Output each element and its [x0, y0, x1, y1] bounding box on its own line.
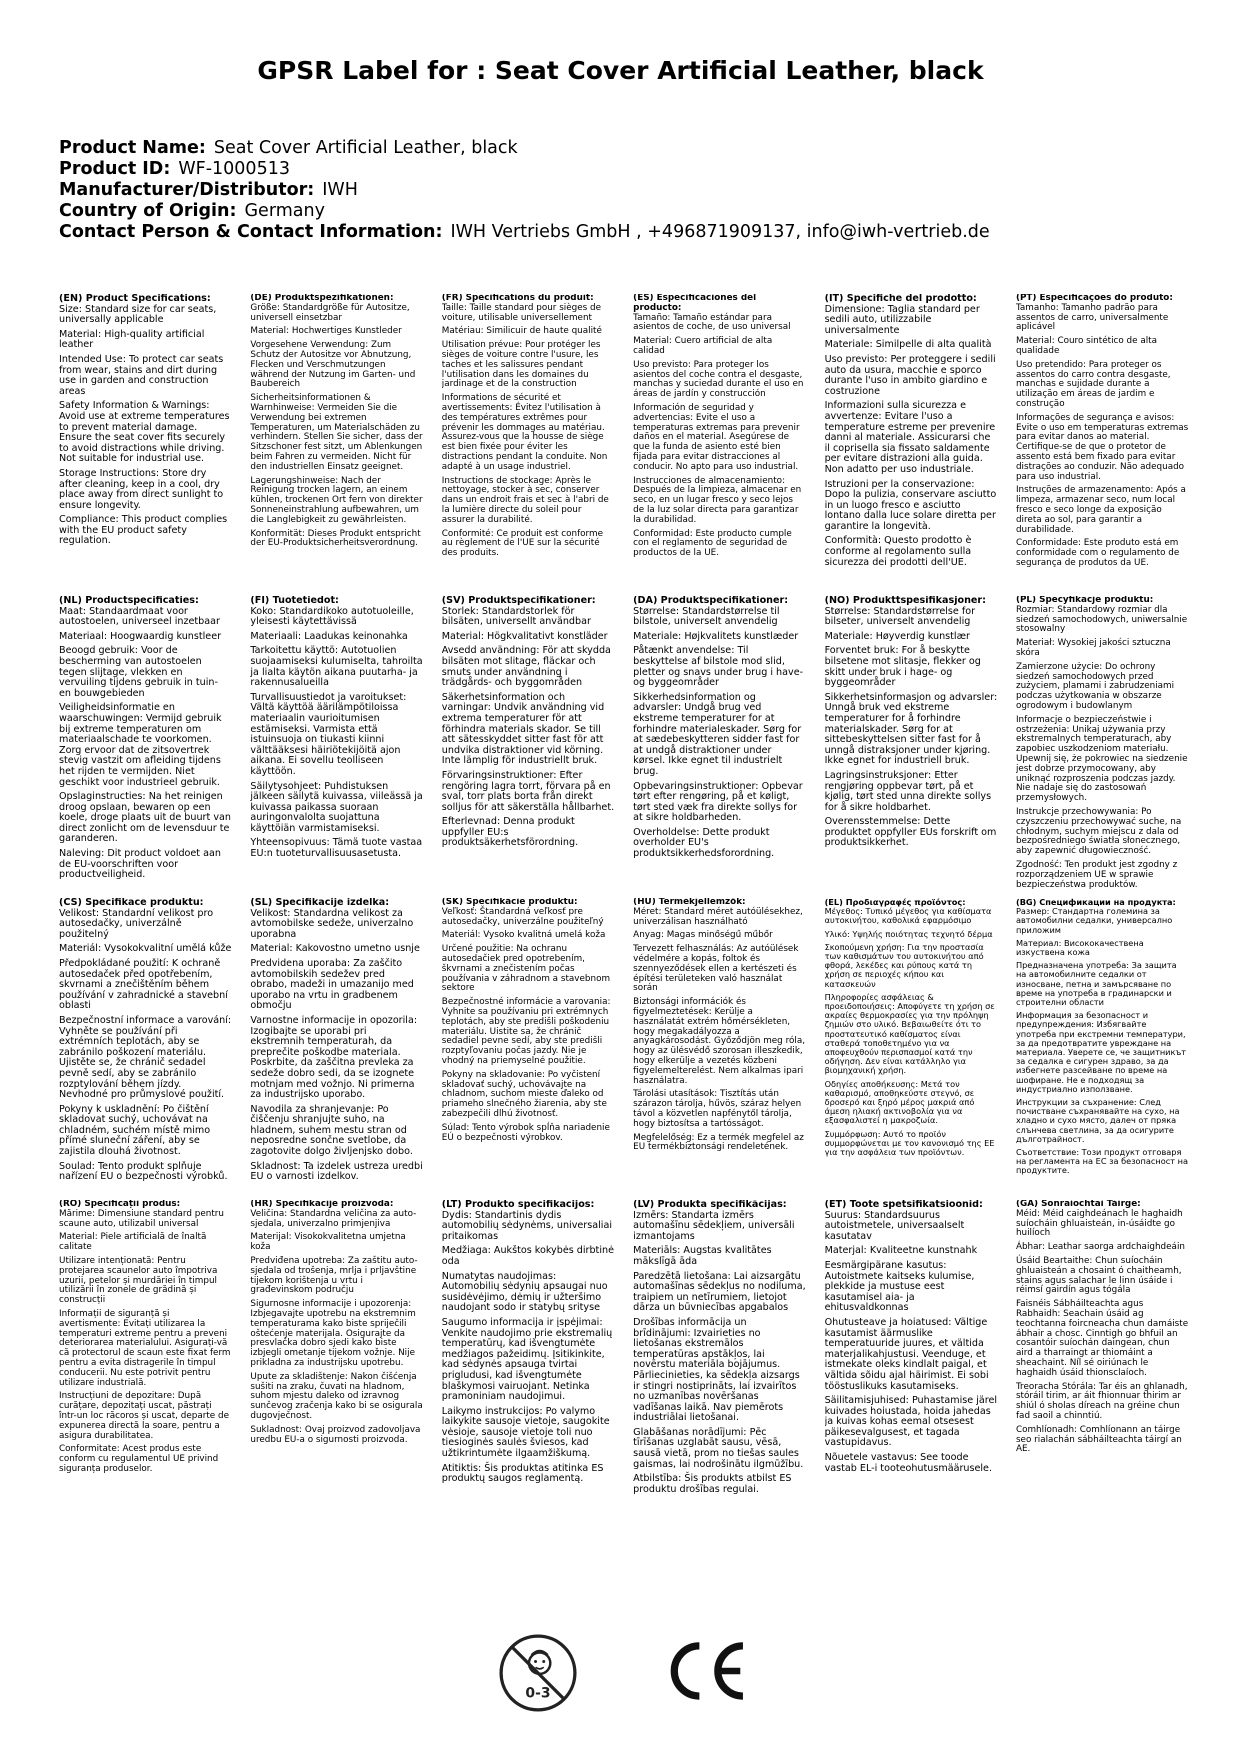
spec-paragraph: Velikost: Standardna velikost za avtomobilske sedeže, univerzalno uporabna [250, 907, 414, 940]
spec-paragraph: Informații de siguranță și avertismente: Evitați utilizarea la temperaturi extreme pentru a preveni deteriorarea materialului. Asigurați-vă că protectorul de scaun este fixat ferm pentru a evita distragerile în timpul conducerii. Nu este potrivit pentru utilizare industrială. [59, 1308, 231, 1388]
spec-paragraph: Conformité: Ce produit est conforme au règlement de l'UE sur la sécurité des produits. [441, 528, 604, 559]
spec-paragraph: Maat: Standaardmaat voor autostoelen, universeel inzetbaar [59, 605, 220, 628]
spec-paragraph: Lagringsinstruksjoner: Etter rengjøring oppbevar tørt, på et kjølig, tørt sted unna direkte sollys for å sikre holdbarhet. [824, 769, 992, 813]
lang-heading: (ET) Toote spetsifikatsioonid: [824, 1200, 983, 1210]
spec-paragraph: Påtænkt anvendelse: Til beskyttelse af bilstole mod slid, pletter og snavs under brug i have- og byggeområder [633, 645, 804, 689]
lang-heading: (SK) Špecifikácie produktu: [441, 898, 578, 907]
lang-block-no [825, 596, 998, 898]
spec-paragraph: Taille: Taille standard pour sièges de voiture, utilisable universellement [441, 302, 602, 323]
spec-paragraph: Información de seguridad y advertencias: Evite el uso a temperaturas extremas para prevenir daños en el material. Asegúrese de que la funda de asiento esté bien fijada para evitar distracciones al conducir. No apto para uso industrial. [633, 402, 800, 472]
spec-paragraph: Ohutusteave ja hoiatused: Vältige kasutamist äärmuslike temperatuuride juures, et vältida materjalikahjustusi. Veenduge, et istmekate oleks kindlalt paigal, et vältida sõidu ajal häirimist. Ei sobi tööstuslikuks kasutamiseks. [824, 1316, 989, 1392]
lang-block-lt [442, 1200, 615, 1502]
lang-heading: (SV) Produktspecifikationer: [441, 596, 596, 606]
spec-paragraph: Opbevaringsinstruktioner: Opbevar tørt efter rengøring, på et køligt, tørt sted væk fra direkte sollys for at sikre holdbarheden. [633, 780, 803, 824]
spec-paragraph: Instrucciones de almacenamiento: Después de la limpieza, almacenar en seco, en un lugar fresco y seco lejos de la luz solar directa para garantizar la durabilidad. [633, 475, 802, 525]
spec-paragraph: Sukladnost: Ovaj proizvod zadovoljava uredbu EU-a o sigurnosti proizvoda. [250, 1424, 421, 1445]
spec-paragraph: Izmērs: Standarta izmērs automašīnu sēdekļiem, universāli izmantojams [633, 1209, 795, 1242]
spec-paragraph: Material: Couro sintético de alta qualidade [1015, 336, 1157, 356]
spec-paragraph: Varnostne informacije in opozorila: Izogibajte se uporabi pri ekstremnih temperaturah, da preprečite poškodbe materiala. Poskrbite, da zaščitna prevleka za sedeže dobro sedi, da se izognete motnjam med vožnjo. Ni primerna za industrijsko uporabo. [250, 1014, 418, 1101]
spec-paragraph: Instructions de stockage: Après le nettoyage, stocker à sec, conserver dans un endroit frais et sec à l'abri de la lumière directe du soleil pour assurer la durabilité. [441, 475, 609, 525]
spec-paragraph: Efterlevnad: Denna produkt uppfyller EU:s produktsäkerhetsförordning. [441, 816, 579, 849]
lang-heading: (DA) Produktspecifikationer: [633, 596, 789, 606]
ce-mark-icon [661, 1638, 747, 1704]
spec-paragraph: Conformità: Questo prodotto è conforme al regolamento sulla sicurezza dei prodotti dell'UE. [824, 535, 972, 568]
lang-block-el [825, 898, 998, 1200]
info-label: Product Name: [59, 138, 206, 158]
spec-paragraph: Turvallisuustiedot ja varoitukset: Vältä käyttöä äärilämpötiloissa materiaalin vaurioitumisen estämiseksi. Varmista että istuinsuoja on tiukasti kiinni välttääksesi häiriötekijöitä ajon aikana. Ei sovellu teolliseen käyttöön. [250, 691, 407, 777]
page-title: GPSR Label for : Seat Cover Artificial Leather, black [257, 56, 984, 85]
spec-paragraph: Pokyny k uskladnění: Po čištění skladovat suchý, uchovávat na chladném, suchém místě mimo přímé sluneční záření, aby se zajistila dlouhá životnost. [59, 1103, 211, 1158]
spec-paragraph: Drošības informācija un brīdinājumi: Izvairieties no lietošanas ekstremālos temperatūras apstākļos, lai novērstu materiāla bojājumus. Pārliecinieties, ka sēdekļa aizsargs ir stingri nostiprināts, lai izvairītos no uzmanības novēršanas vadīšanas laikā. Nav piemērots industriālai lietošanai. [633, 1316, 800, 1424]
info-product-id [59, 159, 990, 180]
spec-paragraph: Předpokládané použití: K ochraně autosedaček před opotřebením, skvrnami a znečištěním během používání v zahradnické a stavební oblasti [59, 957, 228, 1012]
lang-block-da [633, 596, 806, 898]
spec-paragraph: Atitiktis: Šis produktas atitinka ES produktų saugos reglamentą. [441, 1462, 604, 1485]
spec-paragraph: Veľkosť: Štandardná veľkosť pre autosedačky, univerzálne použiteľný [441, 906, 604, 927]
spec-paragraph: Tamanho: Tamanho padrão para assentos de carro, universalmente aplicável [1015, 302, 1169, 333]
spec-paragraph: Storlek: Standardstorlek för bilsäten, universellt användbar [441, 605, 591, 628]
spec-paragraph: Glabāšanas norādījumi: Pēc tīrīšanas uzglabāt sausu, vēsā, sausā vietā, prom no tiešas saules gaismas, lai nodrošinātu ilgmūžību. [633, 1426, 804, 1470]
spec-paragraph: Materjal: Kvaliteetne kunstnahk [824, 1245, 978, 1257]
spec-paragraph: Säilytysohjeet: Puhdistuksen jälkeen säilytä kuivassa, viileässä ja kuivassa paikassa suoraan auringonvalolta suojattuna käyttöiän varmistamiseksi. [250, 780, 423, 834]
spec-paragraph: Tamaño: Tamaño estándar para asientos de coche, de uso universal [633, 312, 791, 333]
spec-paragraph: Materiale: Højkvalitets kunstlæder [633, 630, 799, 642]
spec-paragraph: Ábhar: Leathar saorga ardchaighdeáin [1015, 1242, 1185, 1253]
info-value: Seat Cover Artificial Leather, black [213, 138, 518, 158]
spec-paragraph: Safety Information & Warnings: Avoid use at extreme temperatures to prevent material damage. Ensure the seat cover fits securely to avoid distractions while driving. Not suitable for industrial use. [59, 400, 230, 465]
spec-paragraph: Mărime: Dimensiune standard pentru scaune auto, utilizabil universal [59, 1208, 224, 1229]
spec-paragraph: Yhteensopivuus: Tämä tuote vastaa EU:n tuoteturvallisuusasetusta. [250, 837, 423, 860]
lang-heading: (HR) Specifikacije proizvoda: [250, 1200, 394, 1209]
spec-paragraph: Materiāls: Augstas kvalitātes mākslīgā āda [633, 1245, 772, 1267]
spec-paragraph: Sikkerhedsinformation og advarsler: Undgå brug ved ekstreme temperaturer for at forhindre materialeskader. Sørg for at sædebeskytteren sidder fast for at undgå distraktioner under kørsel. Ikke egnet til industrielt brug. [633, 691, 802, 777]
lang-heading: (DE) Produktspezifikationen: [250, 294, 394, 303]
spec-paragraph: Size: Standard size for car seats, universally applicable [59, 303, 217, 326]
lang-block-pt [1016, 294, 1189, 596]
not-for-children-0-3-icon [497, 1632, 579, 1714]
compliance-icons [0, 1632, 1241, 1732]
spec-paragraph: Compliance: This product complies with the EU product safety regulation. [59, 514, 228, 547]
spec-paragraph: Sigurnosne informacije i upozorenja: Izbjegavajte upotrebu na ekstremnim temperaturama kako biste spriječili oštećenje materijala. Osigurajte da presvlačka dobro sjedi kako biste izbjegli ometanje tijekom vožnje. Nije prikladna za industrijsku upotrebu. [250, 1299, 416, 1368]
lang-block-et [825, 1200, 998, 1502]
spec-paragraph: Material: Piele artificială de înaltă calitate [59, 1232, 207, 1253]
lang-block-sv [442, 596, 615, 898]
spec-paragraph: Beoogd gebruik: Voor de bescherming van autostoelen tegen slijtage, vlekken en vervuiling tijdens gebruik in tuin- en bouwgebieden [59, 645, 218, 699]
info-label: Manufacturer/Distributor: [59, 180, 315, 200]
spec-paragraph: Upute za skladištenje: Nakon čišćenja sušiti na zraku, čuvati na hladnom, suhom mjestu daleko od izravnog sunčevog zračenja kako bi se osigurala dugovječnost. [250, 1371, 423, 1421]
spec-paragraph: Bezpečnostní informace a varování: Vyhněte se používání při extrémních teplotách, aby se zabránilo poškození materiálu. Ujistěte se, že chránič sedadel pevně sedí, aby se zabránilo rozptylování během jízdy. Nevhodné pro průmyslové použití. [59, 1014, 232, 1101]
lang-heading: (IT) Specifiche del prodotto: [824, 294, 977, 304]
spec-paragraph: Material: High-quality artificial leather [59, 328, 205, 351]
spec-paragraph: Treoracha Stórála: Tar éis an ghlanadh, stóráil tirim, ar áit fhionnuar thirim ar shiúl ó sholas díreach na gréine chun fad saoil a chinntiú. [1015, 1381, 1188, 1421]
spec-paragraph: Méret: Standard méret autóülésekhez, univerzálisan használható [633, 906, 803, 927]
spec-paragraph: Säilitamisjuhised: Puhastamise järel kuivades hoiustada, hoida jahedas ja kuivas kohas eemal otsesest päikesevalgusest, et tagada vastupidavus. [824, 1395, 998, 1449]
spec-paragraph: Faisnéis Sábháilteachta agus Rabhaidh: Seachain úsáid ag teochtanna foircneacha chun damáiste ábhair a chosc. Cinntigh go bhfuil an cosantóir suíochán daingean, chun aird a tharraingt ar thiomáint a sheachaint. Níl sé oiriúnach le haghaidh úsáid thionsclaíoch. [1015, 1299, 1189, 1378]
spec-paragraph: Tervezett felhasználás: Az autóülések védelmére a kopás, foltok és szennyeződések ellen a kertészeti és építési területeken való használat során [633, 944, 799, 994]
spec-paragraph: Material: Hochwertiges Kunstleder [250, 326, 402, 337]
info-value: IWH Vertriebs GmbH , +496871909137, info@iwh-vertrieb.de [450, 222, 990, 242]
spec-paragraph: Určené použitie: Na ochranu autosedačiek pred opotrebením, škvrnami a znečistením počas používania v záhradnom a stavebnom sektore [441, 944, 611, 994]
spec-paragraph: Lagerungshinweise: Nach der Reinigung trocken lagern, an einem kühlen, trockenen Ort fern von direkter Sonneneinstrahlung aufbewahren, um die Langlebigkeit zu gewährleisten. [250, 475, 423, 525]
spec-paragraph: Materiaal: Hoogwaardig kunstleer [59, 630, 222, 642]
lang-heading: (GA) Sonraíochtaí Táirge: [1015, 1200, 1141, 1209]
lang-heading: (EL) Προδιαγραφές προϊόντος: [824, 898, 966, 907]
spec-paragraph: Materiaali: Laadukas keinonahka [250, 630, 408, 642]
spec-paragraph: Размер: Стандартна големина за автомобилни седалки, универсално приложим [1015, 906, 1173, 935]
info-label: Country of Origin: [59, 201, 237, 221]
product-info [59, 138, 990, 243]
spec-paragraph: Conformitate: Acest produs este conform cu regulamentul UE privind siguranța produselor. [59, 1444, 219, 1474]
spec-paragraph: Utilisation prévue: Pour protéger les sièges de voiture contre l'usure, les taches et les salissures pendant l'utilisation dans les domaines du jardinage et de la construction [441, 340, 601, 390]
spec-paragraph: Informations de sécurité et avertissements: Évitez l'utilisation à des températures extrêmes pour prévenir les dommages au matériau. Assurez-vous que la housse de siège est bien fixée pour éviter les distractions pendant la conduite. Non adapté à un usage industriel. [441, 393, 608, 472]
spec-paragraph: Materiale: Høyverdig kunstlær [824, 630, 970, 642]
spec-paragraph: Säkerhetsinformation och varningar: Undvik användning vid extrema temperaturer för att förhindra materials skador. Se till att sätesskyddet sitter fast för att undvika distraktioner vid körning. Inte lämplig för industriellt bruk. [441, 691, 605, 767]
info-label: Product ID: [59, 159, 171, 179]
spec-paragraph: Numatytas naudojimas: Automobilių sėdynių apsaugai nuo susidėvėjimo, dėmių ir užteršimo naudojant sodo ir statybų srityse [441, 1270, 608, 1314]
info-value: IWH [322, 180, 358, 200]
lang-block-fi [250, 596, 423, 898]
spec-paragraph: Materiál: Vysoko kvalitná umelá koža [441, 930, 606, 941]
lang-block-de [250, 294, 423, 596]
spec-paragraph: Overholdelse: Dette produkt overholder EU's produktsikkerhedsforordning. [633, 826, 775, 860]
lang-block-en [59, 294, 232, 596]
spec-paragraph: Informazioni sulla sicurezza e avvertenze: Evitare l'uso a temperature estreme per prevenire danni al materiale. Assicurarsi che il coprisella sia fissato saldamente per evitare distrazioni alla guida. Non adatto per uso industriale. [824, 400, 996, 475]
lang-block-lv [633, 1200, 806, 1502]
spec-paragraph: Zamierzone użycie: Do ochrony siedzeń samochodowych przed zużyciem, plamami i zabrudzeniami podczas użytkowania w obszarze ogrodowym i budowlanym [1015, 661, 1175, 711]
spec-paragraph: Overensstemmelse: Dette produktet oppfyller EUs forskrift om produktsikkerhet. [824, 816, 997, 849]
spec-paragraph: Material: Högkvalitativt konstläder [441, 630, 608, 642]
spec-paragraph: Dydis: Standartinis dydis automobilių sėdynėms, universaliai pritaikomas [441, 1209, 613, 1242]
lang-block-bg [1016, 898, 1189, 1200]
info-product-name [59, 138, 990, 159]
spec-paragraph: Skladnost: Ta izdelek ustreza uredbi EU o varnosti izdelkov. [250, 1160, 423, 1183]
spec-paragraph: Instrucțiuni de depozitare: După curățare, depozitați uscat, păstrați într-un loc răcoros și uscat, departe de expunerea directă la soare, pentru a asigura durabilitatea. [59, 1391, 230, 1441]
spec-paragraph: Οδηγίες αποθήκευσης: Μετά τον καθαρισμό, αποθηκεύστε στεγνό, σε δροσερό και ξηρό μέρος μακριά από άμεση ηλιακή ακτινοβολία για να εξασφαλιστεί η μακροζωία. [824, 1078, 975, 1126]
spec-paragraph: Sikkerhetsinformasjon og advarsler: Unngå bruk ved ekstreme temperaturer for å forhindre materialskader. Sørg for at sittebeskyttelsen sitter fast for å unngå distraksjoner under kjøring. Ikke egnet for industriell bruk. [824, 691, 998, 767]
spec-paragraph: Förvaringsinstruktioner: Efter rengöring lagra torrt, förvara på en sval, torr plats borta från direkt solljus för att säkerställa hållbarhet. [441, 769, 615, 813]
lang-block-ro [59, 1200, 232, 1502]
spec-paragraph: Rozmiar: Standardowy rozmiar dla siedzeń samochodowych, uniwersalnie stosowalny [1015, 604, 1188, 635]
lang-heading: (HU) Termékjellemzők: [633, 898, 746, 907]
spec-paragraph: Méid: Méid caighdeánach le haghaidh suíocháin ghluaisteán, in-úsáidte go huilíoch [1015, 1208, 1183, 1239]
spec-paragraph: Informacje o bezpieczeństwie i ostrzeżenia: Unikaj używania przy ekstremalnych temperaturach, aby zapobiec uszkodzeniom materiału. Upewnij się, że pokrowiec na siedzenie jest dobrze przymocowany, aby uniknąć rozproszenia podczas jazdy. Nie nadaje się do zastosowań przemysłowych. [1015, 714, 1188, 804]
spec-paragraph: Konformität: Dieses Produkt entspricht der EU-Produktsicherheitsverordnung. [250, 528, 421, 549]
spec-paragraph: Uso previsto: Para proteger los asientos del coche contra el desgaste, manchas y suciedad durante el uso en áreas de jardín y construcción [633, 359, 804, 400]
spec-paragraph: Navodila za shranjevanje: Po čiščenju shranjujte suho, na hladnem, suhem mestu stran od neposredne sončne svetlobe, da zagotovite dolgo življenjsko dobo. [250, 1103, 413, 1158]
lang-heading: (CS) Specifikace produktu: [59, 898, 204, 908]
spec-paragraph: Tarkoitettu käyttö: Autotuolien suojaamiseksi kulumiselta, tahroilta ja lialta käytön aikana puutarha- ja rakennusalueilla [250, 645, 423, 689]
lang-heading: (LT) Produkto specifikacijos: [441, 1200, 595, 1210]
spec-paragraph: Μέγεθος: Τυπικό μέγεθος για καθίσματα αυτοκινήτου, καθολικά εφαρμόσιμο [824, 906, 992, 926]
spec-paragraph: Veiligheidsinformatie en waarschuwingen: Vermijd gebruik bij extreme temperaturen om materiaalschade te voorkomen. Zorg ervoor dat de zitsovertrek stevig vastzit om afleiding tijdens het rijden te vermijden. Niet geschikt voor industrieel gebruik. [59, 702, 222, 788]
spec-paragraph: Istruzioni per la conservazione: Dopo la pulizia, conservare asciutto in un luogo fresco e asciutto lontano dalla luce solare diretta per garantire la longevità. [824, 478, 997, 532]
spec-paragraph: Tárolási utasítások: Tisztítás után szárazon tárolja, hűvös, száraz helyen távol a közvetlen napfénytől tárolja, hogy biztosítsa a tartósságot. [633, 1089, 802, 1129]
lang-heading: (NL) Productspecificaties: [59, 596, 199, 606]
lang-block-sl [250, 898, 423, 1200]
language-grid [59, 294, 1189, 1502]
spec-paragraph: Atbilstība: Šis produkts atbilst ES produktu drošības regulai. [633, 1473, 792, 1495]
spec-paragraph: Paredzētā lietošana: Lai aizsargātu automašīnas sēdekļus no nodiluma, traipiem un netīrumiem, lietojot dārza un būvniecības apgabalos [633, 1270, 806, 1314]
lang-heading: (PL) Specyfikacje produktu: [1015, 596, 1154, 605]
lang-block-hu [633, 898, 806, 1200]
lang-block-sk [442, 898, 615, 1200]
spec-paragraph: Anyag: Magas minőségű műbőr [633, 930, 773, 941]
lang-heading: (FR) Spécifications du produit: [441, 294, 594, 303]
lang-heading: (BG) Спецификации на продукта: [1015, 898, 1176, 907]
spec-paragraph: Materiale: Similpelle di alta qualità [824, 339, 992, 351]
lang-block-cs [59, 898, 232, 1200]
spec-paragraph: Naleving: Dit product voldoet aan de EU-voorschriften voor productveiligheid. [59, 848, 221, 881]
lang-block-pl [1016, 596, 1189, 898]
lang-heading: (RO) Specificații produs: [59, 1200, 181, 1209]
spec-paragraph: Съответствие: Този продукт отговаря на регламента на ЕС за безопасност на продуктите. [1015, 1147, 1189, 1176]
spec-paragraph: Συμμόρφωση: Αυτό το προϊόν συμμορφώνεται με τον κανονισμό της ΕΕ για την ασφάλεια των προϊόντων. [824, 1128, 995, 1158]
spec-paragraph: Koko: Standardikoko autotuoleille, yleisesti käytettävissä [250, 605, 414, 628]
spec-paragraph: Størrelse: Standardstørrelse til bilstole, universelt anvendelig [633, 605, 780, 628]
spec-paragraph: Instrukcje przechowywania: Po czyszczeniu przechowywać suche, na chłodnym, suchym miejscu z dala od bezpośredniego światła słonecznego, aby zapewnić długowieczność. [1015, 806, 1182, 857]
spec-paragraph: Pokyny na skladovanie: Po vyčistení skladovať suchý, uchovávajte na chladnom, suchom mieste ďaleko od priameho slnečného žiarenia, aby ste zabezpečili dlhú životnosť. [441, 1069, 607, 1119]
info-country [59, 201, 990, 222]
spec-paragraph: Инструкции за съхранение: След почистване съхранявайте на сухо, на хладно и сухо място, далеч от пряка слънчева светлина, за да осигурите дълготрайност. [1015, 1097, 1180, 1144]
spec-paragraph: Velikost: Standardní velikost pro autosedačky, univerzálně použitelný [59, 907, 214, 940]
lang-block-nl [59, 596, 232, 898]
spec-paragraph: Comhlíonadh: Comhlíonann an táirge seo rialachán sábháilteachta táirgí an AE. [1015, 1424, 1182, 1455]
spec-paragraph: Informações de segurança e avisos: Evite o uso em temperaturas extremas para evitar danos ao material. Certifique-se de que o protetor de assento está bem fixado para evitar distrações ao conduzir. Não adequado para uso industrial. [1015, 412, 1189, 482]
spec-paragraph: Material: Kakovostno umetno usnje [250, 943, 420, 955]
lang-heading: (LV) Produkta specifikācijas: [633, 1200, 787, 1210]
spec-paragraph: Avsedd användning: För att skydda bilsäten mot slitage, fläckar och smuts under användning i trädgårds- och byggområden [441, 645, 611, 689]
lang-block-fr [442, 294, 615, 596]
spec-paragraph: Предназначена употреба: За защита на автомобилните седалки от износване, петна и замърсяване по време на употреба в градинарски и строителни области [1015, 960, 1177, 1008]
lang-block-hr [250, 1200, 423, 1502]
spec-paragraph: Nõuetele vastavus: See toode vastab EL-i tooteohutusmäärusele. [824, 1452, 992, 1474]
lang-block-it [825, 294, 998, 596]
spec-paragraph: Matériau: Similicuir de haute qualité [441, 326, 602, 337]
lang-heading: (NO) Produkttspesifikasjoner: [824, 596, 987, 606]
spec-paragraph: Conformidade: Este produto está em conformidade com o regulamento de segurança de produtos da UE. [1015, 538, 1180, 568]
spec-paragraph: Größe: Standardgröße für Autositze, universell einsetzbar [250, 302, 410, 323]
age-range-label: 0-3 [525, 1685, 551, 1702]
spec-paragraph: Utilizare intenționată: Pentru protejarea scaunelor auto împotriva uzurii, petelor și murdăriei în timpul utilizării în zonele de grădină și construcții [59, 1255, 218, 1306]
spec-paragraph: Úsáid Beartaithe: Chun suíocháin ghluaisteán a chosaint ó chaitheamh, stains agus salachar le linn úsáide i réimsí gairdín agus tógála [1015, 1255, 1182, 1296]
spec-paragraph: Soulad: Tento produkt splňuje nařízení EU o bezpečnosti výrobků. [59, 1160, 228, 1183]
spec-paragraph: Materijal: Visokokvalitetna umjetna koža [250, 1232, 406, 1253]
info-value: WF-1000513 [178, 159, 290, 179]
spec-paragraph: Uso pretendido: Para proteger os assentos do carro contra desgaste, manchas e sujidade durante a utilização em áreas de jardim e construção [1015, 359, 1171, 409]
lang-heading: (ES) Especificaciones del producto: [633, 294, 757, 313]
spec-paragraph: Instruções de armazenamento: Após a limpeza, armazenar seco, num local fresco e seco longe da exposição direta ao sol, para garantir a durabilidade. [1015, 485, 1186, 535]
spec-paragraph: Υλικό: Υψηλής ποιότητας τεχνητό δέρμα [824, 928, 993, 939]
info-value: Germany [244, 201, 325, 221]
spec-paragraph: Saugumo informacija ir įspėjimai: Venkite naudojimo prie ekstremalių temperatūrų, kad išvengtumėte medžiagos pažeidimų. Įsitikinkite, kad sėdynės apsauga tvirtai prigludusi, kad išvengtumėte blaškymosi vairuojant. Netinka pramoniniam naudojimui. [441, 1316, 613, 1403]
spec-paragraph: Bezpečnostné informácie a varovania: Vyhnite sa používaniu pri extrémnych teplotách, aby ste predišli poškodeniu materiálu. Uistite sa, že chránič sedadiel pevne sedí, aby ste predišli rozptyľovaniu počas jazdy. Nie je vhodný na priemyselné použitie. [441, 997, 611, 1066]
lang-block-ga [1016, 1200, 1189, 1502]
spec-paragraph: Eesmärgipärane kasutus: Autoistmete kaitseks kulumise, plekkide ja mustuse eest kasutamisel aia- ja ehitusvaldkonnas [824, 1259, 975, 1314]
spec-paragraph: Vorgesehene Verwendung: Zum Schutz der Autositze vor Abnutzung, Flecken und Verschmutzungen während der Nutzung im Garten- und Baubereich [250, 340, 416, 390]
spec-paragraph: Materiał: Wysokiej jakości sztuczna skóra [1015, 638, 1171, 658]
spec-paragraph: Megfelelőség: Ez a termék megfelel az EU termékbiztonsági rendeletének. [633, 1132, 804, 1153]
spec-paragraph: Zgodność: Ten produkt jest zgodny z rozporządzeniem UE w sprawie bezpieczeństwa produktów. [1015, 859, 1178, 890]
spec-paragraph: Størrelse: Standardstørrelse for bilseter, universelt anvendelig [824, 605, 976, 628]
spec-paragraph: Biztonsági információk és figyelmeztetések: Kerülje a használatát extrém hőmérsékleten, hogy megakadályozza a anyagkárosodást. Győződjön meg róla, hogy az ülésvédő szorosan illeszkedik, hogy elkerülje a vezetés közbeni figyelemelterelést. Nem alkalmas ipari használatra. [633, 997, 806, 1086]
spec-paragraph: Intended Use: To protect car seats from wear, stains and dirt during use in garden and construction areas [59, 353, 224, 397]
spec-paragraph: Materiál: Vysokokvalitní umělá kůže [59, 943, 232, 955]
lang-heading: (SL) Specifikacije izdelka: [250, 898, 390, 908]
info-manufacturer [59, 180, 990, 201]
spec-paragraph: Veličina: Standardna veličina za auto-sjedala, univerzalno primjenjiva [250, 1208, 417, 1229]
spec-paragraph: Forventet bruk: For å beskytte bilsetene mot slitasje, flekker og skitt under bruk i hage- og byggeområder [824, 645, 981, 689]
spec-paragraph: Suurus: Standardsuurus autoistmetele, universaalselt kasutatav [824, 1209, 965, 1242]
spec-paragraph: Uso previsto: Per proteggere i sedili auto da usura, macchie e sporco durante l'uso in ambito giardino e costruzione [824, 353, 996, 397]
spec-paragraph: Súlad: Tento výrobok spĺňa nariadenie EÚ o bezpečnosti výrobkov. [441, 1122, 610, 1143]
spec-paragraph: Σκοπούμενη χρήση: Για την προστασία των καθισμάτων του αυτοκινήτου από φθορά, λεκέδες και ρύπους κατά τη χρήση σε περιοχές κήπου και κατασκευών [824, 941, 984, 989]
lang-heading: (FI) Tuotetiedot: [250, 596, 339, 606]
info-contact [59, 222, 990, 243]
lang-heading: (EN) Product Specifications: [59, 294, 211, 304]
spec-paragraph: Материал: Висококачествена изкуствена кожа [1015, 937, 1144, 958]
spec-paragraph: Информация за безопасност и предупреждения: Избягвайте употреба при екстремни температури, за да предотвратите увреждане на материала. Уверете се, че защитникът за седалка е сигурен здраво, за да избегнете разсейване по време на шофиране. Не е подходящ за индустриално използване. [1015, 1010, 1187, 1094]
spec-paragraph: Medžiaga: Aukštos kokybės dirbtinė oda [441, 1245, 614, 1267]
spec-paragraph: Conformidad: Este producto cumple con el reglamento de seguridad de productos de la UE. [633, 528, 792, 559]
info-label: Contact Person & Contact Information: [59, 222, 443, 242]
spec-paragraph: Storage Instructions: Store dry after cleaning, keep in a cool, dry place away from direct sunlight to ensure longevity. [59, 467, 224, 511]
spec-paragraph: Dimensione: Taglia standard per sedili auto, utilizzabile universalmente [824, 303, 980, 336]
spec-paragraph: Laikymo instrukcijos: Po valymo laikykite sausoje vietoje, saugokite vėsioje, sausoje vietoje toli nuo tiesioginės saulės šviesos, kad užtikrintumėte ilgaamžiškumą. [441, 1405, 610, 1460]
spec-paragraph: Opslaginstructies: Na het reinigen droog opslaan, bewaren op een koele, droge plaats uit de buurt van direct zonlicht om de levensduur te garanderen. [59, 791, 231, 845]
spec-paragraph: Predvidena uporaba: Za zaščito avtomobilskih sedežev pred obrabo, madeži in umazanijo med uporabo na vrtu in gradbenem območju [250, 957, 414, 1012]
lang-block-es [633, 294, 806, 596]
spec-paragraph: Πληροφορίες ασφάλειας & προειδοποιήσεις: Αποφύγετε τη χρήση σε ακραίες θερμοκρασίες για την πρόληψη ζημιών στο υλικό. Βεβαιωθείτε ότι το προστατευτικό καθίσματος είναι σταθερά τοποθετημένο για να αποφευχθούν περισπασμοί κατά την οδήγηση. Δεν είναι κατάλληλο για βιομηχανική χρήση. [824, 991, 995, 1076]
spec-paragraph: Material: Cuero artificial de alta calidad [633, 336, 773, 356]
lang-heading: (PT) Especificações do produto: [1015, 294, 1173, 303]
spec-paragraph: Predviđena upotreba: Za zaštitu auto-sjedala od trošenja, mrlja i prljavštine tijekom korištenja u vrtu i građevinskom području [250, 1255, 418, 1296]
spec-paragraph: Sicherheitsinformationen & Warnhinweise: Vermeiden Sie die Verwendung bei extremen Temperaturen, um Materialschäden zu verhindern. Stellen Sie sicher, dass der Sitzschoner fest sitzt, um Ablenkungen beim Fahren zu vermeiden. Nicht für den industriellen Einsatz geeignet. [250, 393, 423, 472]
